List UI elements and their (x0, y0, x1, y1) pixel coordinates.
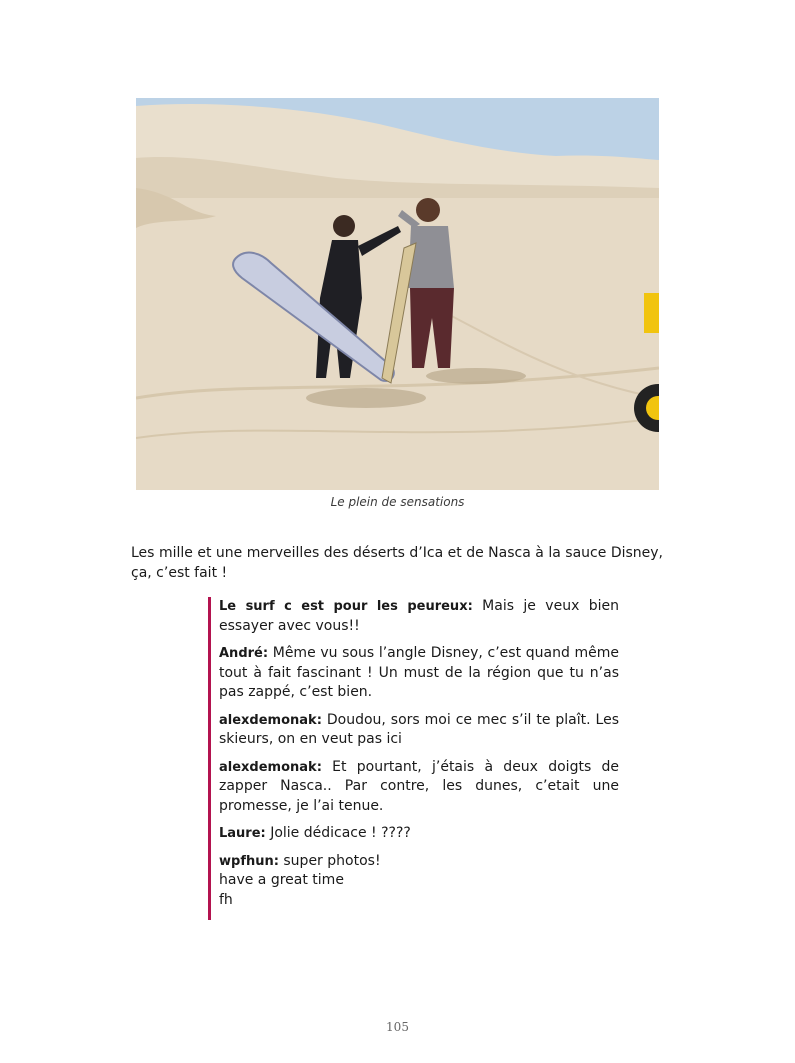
comment-text: Doudou, sors moi ce mec s’il te plaît. Les skieurs, on en veut pas ici (219, 711, 619, 747)
desert-photo (136, 98, 659, 490)
comment (219, 824, 619, 844)
comment-author: wpfhun: (219, 853, 279, 869)
comment-text: Et pourtant, j’étais à deux doigts de zapper Nasca.. Par contre, les dunes, c’etait une promesse, je l’ai tenue. (219, 758, 619, 814)
comment-author: alexdemonak: (219, 712, 322, 728)
comment (219, 852, 619, 911)
comment-text: Mais je veux bien essayer avec vous!! (219, 598, 619, 634)
comment (219, 597, 619, 636)
comment-author: Le surf c est pour les peureux: (219, 599, 473, 614)
comment-author: alexdemonak: (219, 759, 322, 775)
comment-text: super photos! have a great time fh (219, 852, 381, 908)
comment (219, 758, 619, 817)
comment-text: Jolie dédicace ! ???? (270, 825, 411, 841)
comment (219, 644, 619, 703)
comments-section (208, 597, 619, 920)
comment-author: André: (219, 646, 269, 661)
comment-text: Même vu sous l’angle Disney, c’est quand même tout à fait fascinant ! Un must de la région que tu n’as pas zappé, c’est bien. (219, 645, 620, 700)
comment-author: Laure: (219, 826, 266, 841)
sandboarding-photo (136, 98, 659, 490)
comment (219, 711, 619, 750)
figure-caption: Le plein de sensations (330, 495, 465, 509)
intro-paragraph: Les mille et une merveilles des déserts d’Ica et de Nasca à la sauce Disney, ça, c’est fait ! (131, 545, 663, 581)
page-number: 105 (386, 1020, 409, 1034)
